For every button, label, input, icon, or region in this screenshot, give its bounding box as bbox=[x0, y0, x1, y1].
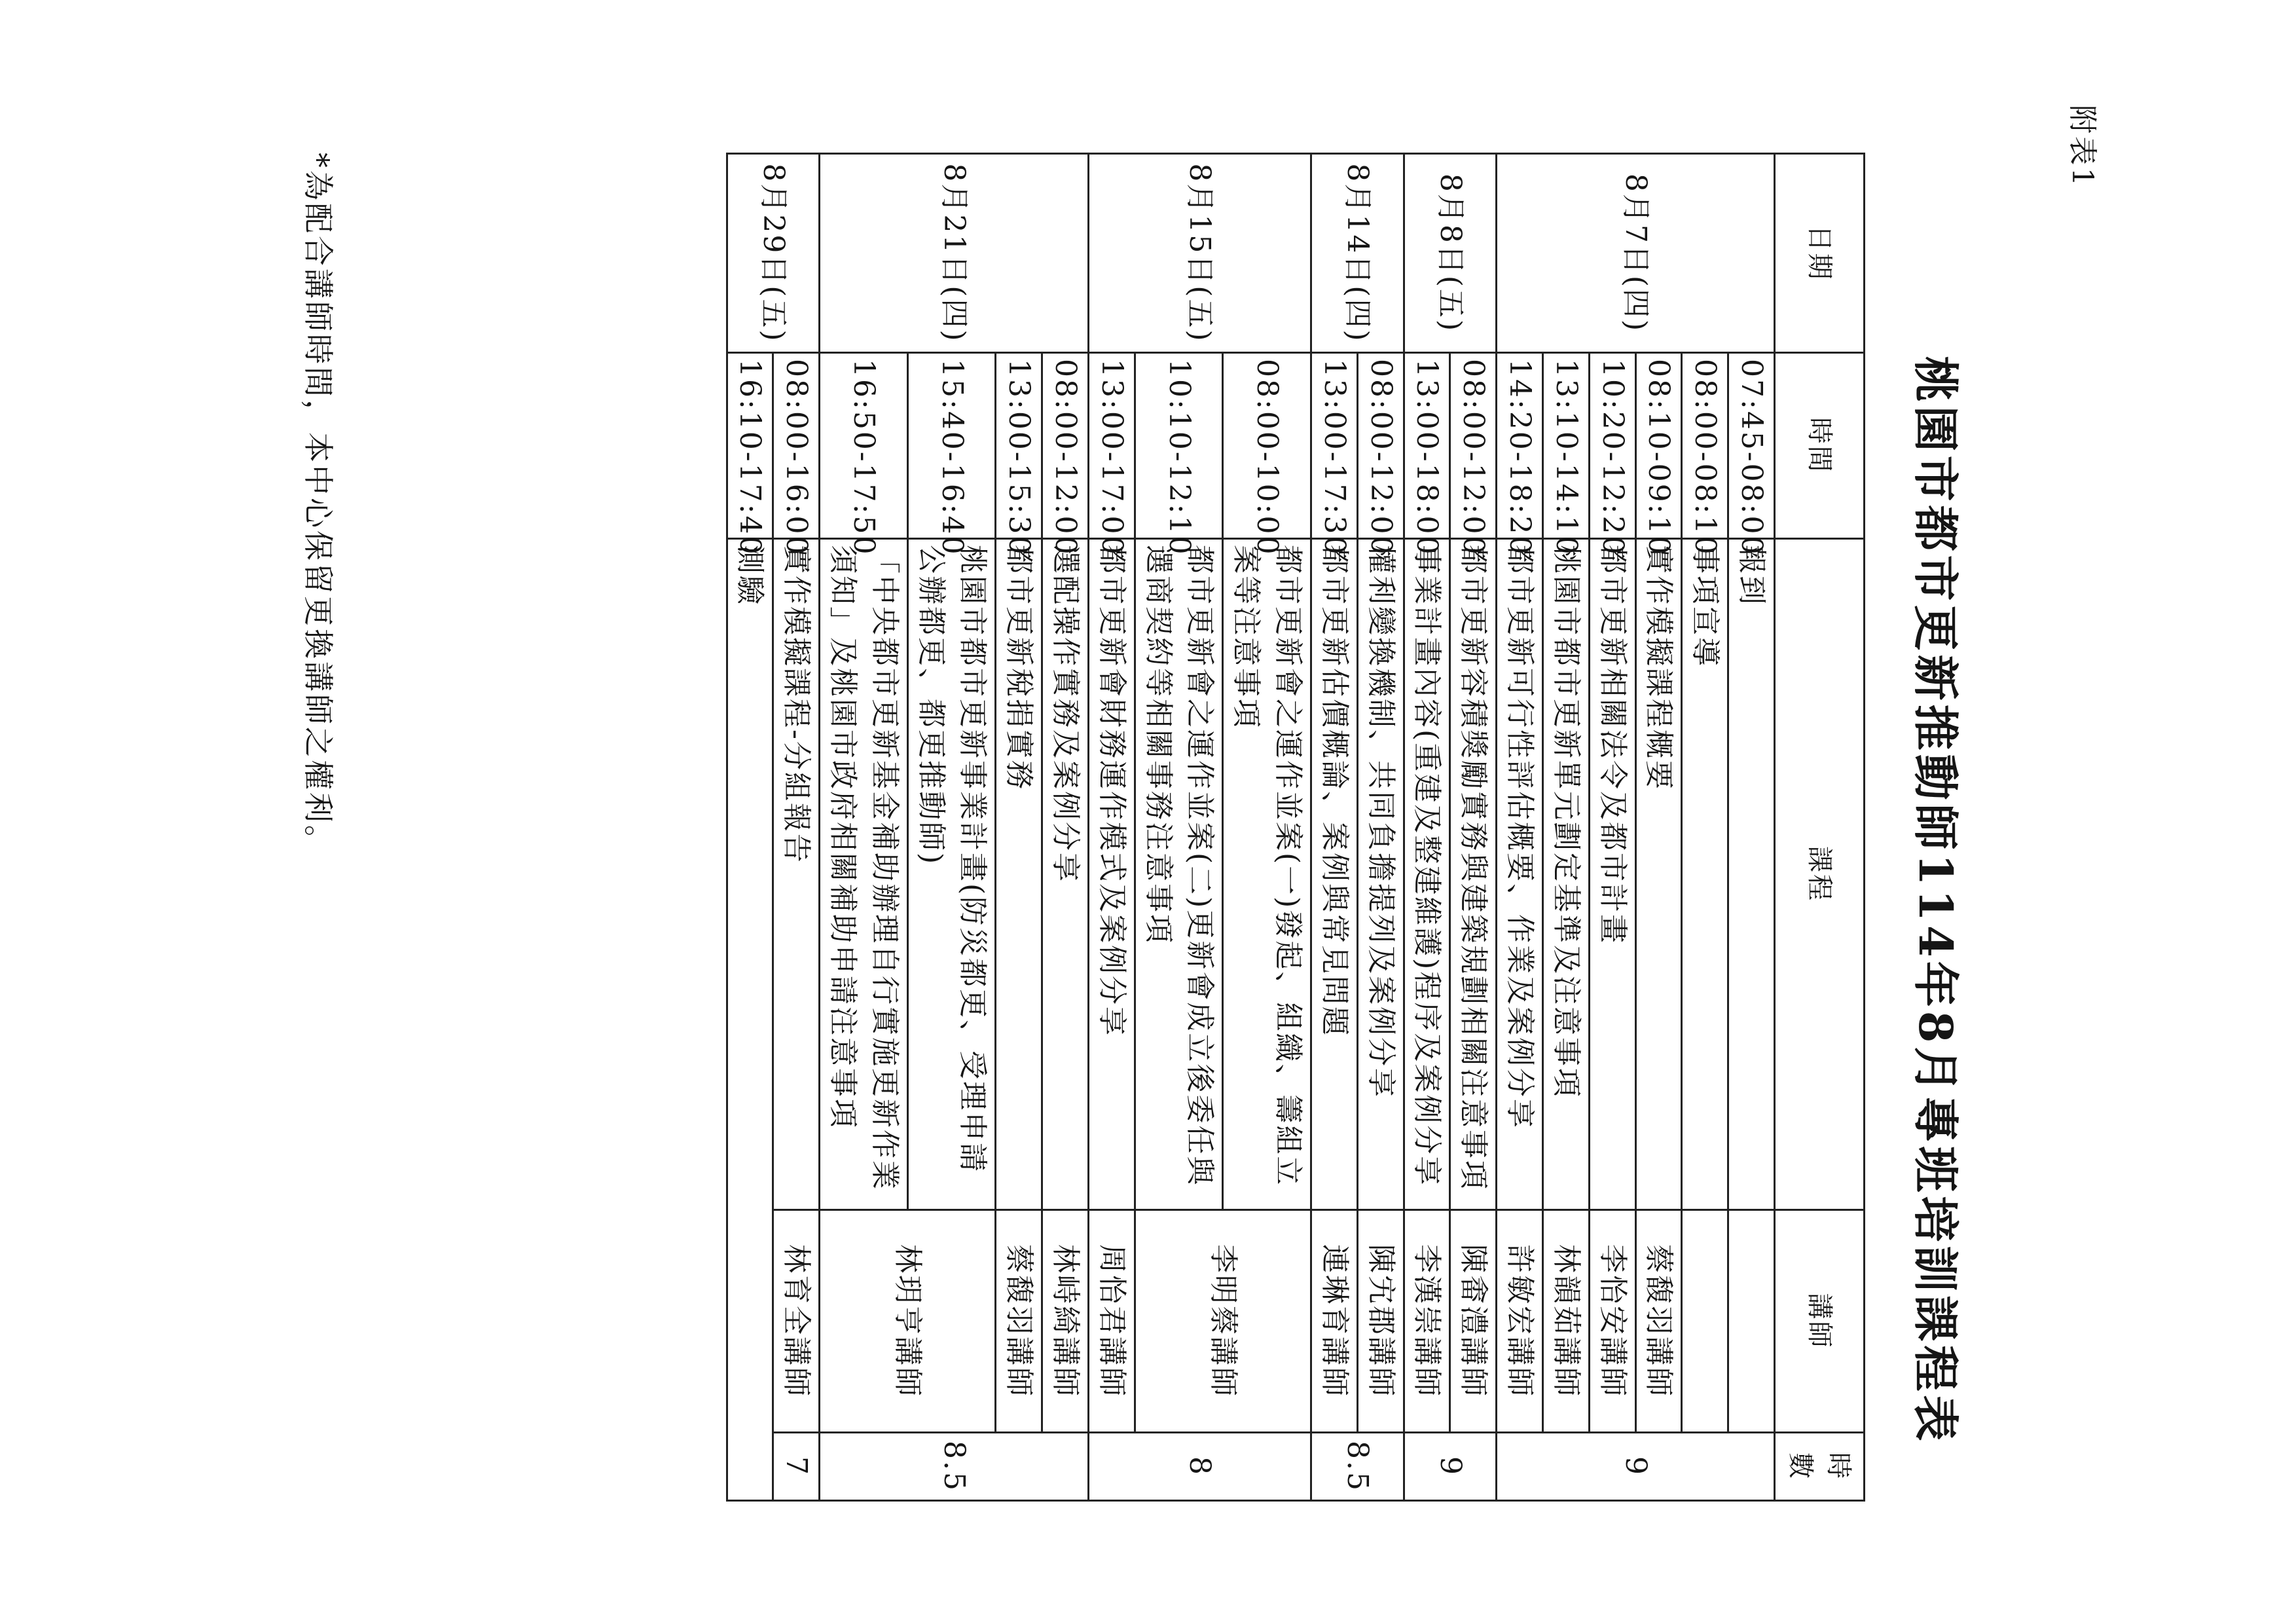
table-row bbox=[996, 154, 1042, 1501]
date-cell: 8月8日(五) bbox=[1404, 154, 1497, 353]
time-cell: 16:10-17:40 bbox=[727, 353, 773, 539]
course-cell: 實作模擬課程-分組報告 bbox=[773, 539, 820, 1210]
table-header-row bbox=[1775, 154, 1865, 1501]
course-cell: 都市更新稅捐實務 bbox=[996, 539, 1042, 1210]
table-row bbox=[1728, 154, 1775, 1501]
course-cell: 都市更新估價概論、案例與常見問題 bbox=[1311, 539, 1358, 1210]
course-cell: 都市更新會之運作並案(二)更新會成立後委任與選商契約等相關事務注意事項 bbox=[1135, 539, 1223, 1210]
column-header-teacher: 講師 bbox=[1775, 1210, 1865, 1433]
hours-cell: 8.5 bbox=[820, 1433, 1089, 1501]
course-cell: 事業計畫內容(重建及整建維護)程序及案例分享 bbox=[1404, 539, 1450, 1210]
time-cell: 08:00-08:10 bbox=[1682, 353, 1728, 539]
column-header-course: 課程 bbox=[1775, 539, 1865, 1210]
time-cell: 13:10-14:10 bbox=[1543, 353, 1590, 539]
column-header-date: 日期 bbox=[1775, 154, 1865, 353]
time-cell: 08:00-16:00 bbox=[773, 353, 820, 539]
table-row bbox=[1042, 154, 1089, 1501]
course-cell: 都市更新會之運作並案(一)發起、組織、籌組立案等注意事項 bbox=[1223, 539, 1311, 1210]
course-cell: 權利變換機制、共同負擔提列及案例分享 bbox=[1357, 539, 1404, 1210]
document-title: 桃園市都市更新推動師114年8月專班培訓課程表 bbox=[1908, 356, 1963, 1445]
teacher-cell: 周怡君講師 bbox=[1089, 1210, 1135, 1433]
date-cell: 8月14日(四) bbox=[1311, 154, 1404, 353]
teacher-cell: 林玥亨講師 bbox=[820, 1210, 996, 1433]
time-cell: 13:00-17:00 bbox=[1089, 353, 1135, 539]
table-row bbox=[773, 154, 820, 1501]
time-cell: 08:00-12:00 bbox=[1450, 353, 1497, 539]
footnote: *為配合講師時間，本中心保留更換講師之權利。 bbox=[301, 153, 336, 858]
time-cell: 15:40-16:40 bbox=[907, 353, 996, 539]
teacher-cell bbox=[1728, 1210, 1775, 1433]
teacher-cell: 蔡馥羽講師 bbox=[996, 1210, 1042, 1433]
course-cell: 報到 bbox=[1728, 539, 1775, 1210]
course-cell: 都市更新可行性評估概要、作業及案例分享 bbox=[1497, 539, 1543, 1210]
teacher-cell: 陳畬澧講師 bbox=[1450, 1210, 1497, 1433]
column-header-time: 時間 bbox=[1775, 353, 1865, 539]
table-row bbox=[1589, 154, 1635, 1501]
course-cell: 「中央都市更新基金補助辦理自行實施更新作業須知」及桃園市政府相關補助申請注意事項 bbox=[820, 539, 908, 1210]
column-header-hours: 時數 bbox=[1775, 1433, 1865, 1501]
hours-cell: 8 bbox=[1089, 1433, 1311, 1501]
table-row bbox=[1404, 154, 1450, 1501]
teacher-cell: 李漢崇講師 bbox=[1404, 1210, 1450, 1433]
time-cell: 14:20-18:20 bbox=[1497, 353, 1543, 539]
course-cell: 選配操作實務及案例分享 bbox=[1042, 539, 1089, 1210]
time-cell: 16:50-17:50 bbox=[820, 353, 908, 539]
table-row bbox=[1682, 154, 1728, 1501]
course-cell: 桃園市都市更新事業計畫(防災都更、受理申請公辦都更、都更推動師) bbox=[907, 539, 996, 1210]
teacher-cell: 林峙綺講師 bbox=[1042, 1210, 1089, 1433]
hours-cell: 9 bbox=[1497, 1433, 1775, 1501]
hours-cell: 7 bbox=[773, 1433, 820, 1501]
teacher-cell bbox=[1682, 1210, 1728, 1433]
date-cell: 8月29日(五) bbox=[727, 154, 820, 353]
table-row bbox=[1223, 154, 1311, 1501]
date-cell: 8月7日(四) bbox=[1497, 154, 1775, 353]
time-cell: 08:00-12:00 bbox=[1357, 353, 1404, 539]
course-cell: 都市更新容積獎勵實務與建築規劃相關注意事項 bbox=[1450, 539, 1497, 1210]
teacher-cell: 蔡馥羽講師 bbox=[1635, 1210, 1682, 1433]
teacher-cell: 李怡安講師 bbox=[1589, 1210, 1635, 1433]
table-row bbox=[1357, 154, 1404, 1501]
table-row bbox=[727, 154, 773, 1501]
table-row bbox=[1089, 154, 1135, 1501]
time-cell: 08:10-09:10 bbox=[1635, 353, 1682, 539]
teacher-cell: 連琳育講師 bbox=[1311, 1210, 1358, 1433]
time-cell: 13:00-15:30 bbox=[996, 353, 1042, 539]
annex-label: 附表1 bbox=[2066, 105, 2099, 189]
course-cell: 事項宣導 bbox=[1682, 539, 1728, 1210]
teacher-cell: 林韻茹講師 bbox=[1543, 1210, 1590, 1433]
course-cell: 桃園市都市更新單元劃定基準及注意事項 bbox=[1543, 539, 1590, 1210]
course-cell: 測驗 bbox=[727, 539, 773, 1501]
course-cell: 都市更新會財務運作模式及案例分享 bbox=[1089, 539, 1135, 1210]
teacher-cell: 李明蔡講師 bbox=[1135, 1210, 1311, 1433]
time-cell: 13:00-17:30 bbox=[1311, 353, 1358, 539]
teacher-cell: 陳宄郡講師 bbox=[1357, 1210, 1404, 1433]
hours-cell: 8.5 bbox=[1311, 1433, 1404, 1501]
course-cell: 都市更新相關法令及都市計畫 bbox=[1589, 539, 1635, 1210]
hours-cell: 9 bbox=[1404, 1433, 1497, 1501]
time-cell: 13:00-18:00 bbox=[1404, 353, 1450, 539]
teacher-cell: 許敏宏講師 bbox=[1497, 1210, 1543, 1433]
table-row bbox=[1311, 154, 1358, 1501]
course-schedule-table bbox=[726, 153, 1865, 1502]
teacher-cell: 林育全講師 bbox=[773, 1210, 820, 1433]
date-cell: 8月15日(五) bbox=[1089, 154, 1311, 353]
time-cell: 10:20-12:20 bbox=[1589, 353, 1635, 539]
table-row bbox=[1543, 154, 1590, 1501]
date-cell: 8月21日(四) bbox=[820, 154, 1089, 353]
time-cell: 08:00-12:00 bbox=[1042, 353, 1089, 539]
course-cell: 實作模擬課程概要 bbox=[1635, 539, 1682, 1210]
table-row bbox=[1497, 154, 1543, 1501]
time-cell: 10:10-12:10 bbox=[1135, 353, 1223, 539]
table-row bbox=[907, 154, 996, 1501]
time-cell: 08:00-10:00 bbox=[1223, 353, 1311, 539]
time-cell: 07:45-08:00 bbox=[1728, 353, 1775, 539]
table-row bbox=[1635, 154, 1682, 1501]
table-row bbox=[1450, 154, 1497, 1501]
